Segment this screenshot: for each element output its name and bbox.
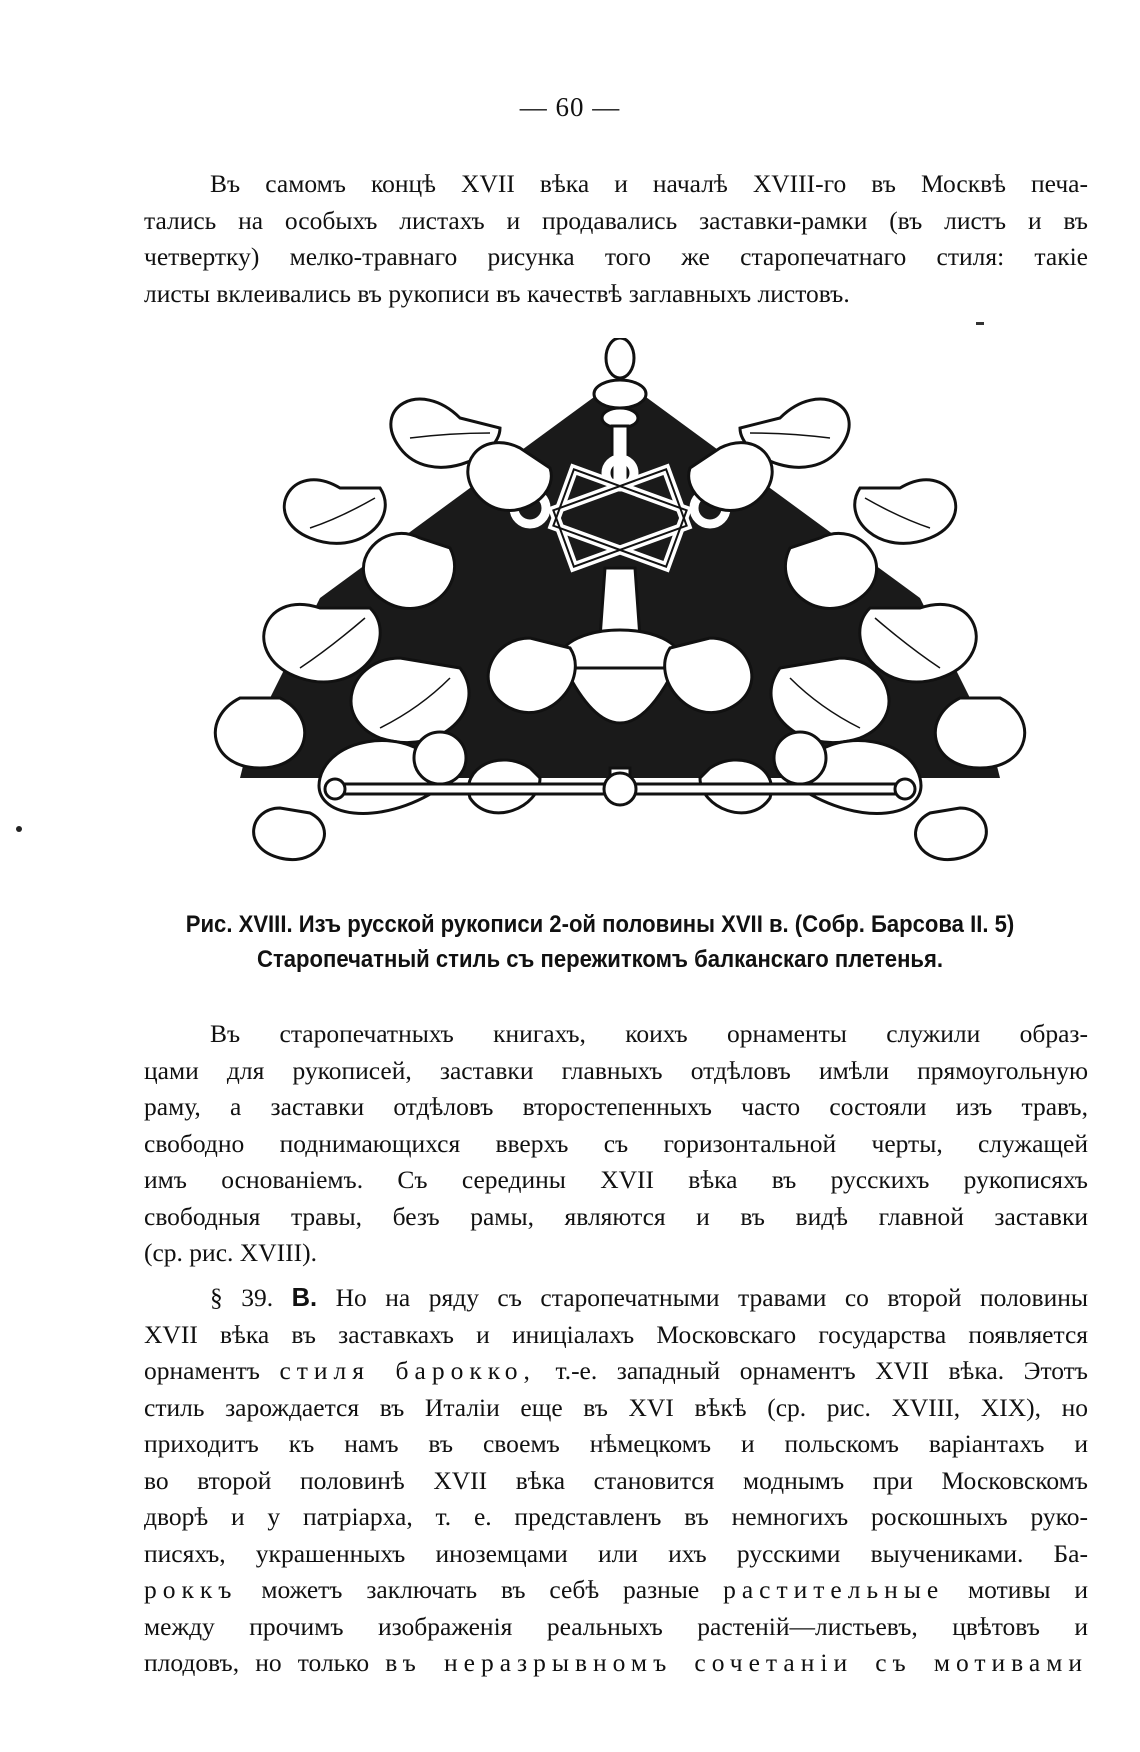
paragraph-3-line <box>144 1572 1088 1609</box>
paragraph-3-line: стиль зарождается въ Италіи еще въ XVI вѣкѣ (ср. рис. XVIII, XIX), но <box>144 1392 1088 1422</box>
figure-caption-line-1: Рис. XVIII. Изъ русской рукописи 2-ой половины XVII в. (Собр. Барсова II. 5) <box>185 911 1015 938</box>
paragraph-2 <box>144 1016 1088 1272</box>
paragraph-2-line: раму, а заставки отдѣловъ второстепенныхъ часто состояли изъ травъ, <box>144 1092 1088 1121</box>
paragraph-2-line: (ср. рис. XVIII). <box>144 1238 317 1267</box>
paragraph-2-line: свободныя травы, безъ рамы, являются и въ видѣ главной заставки <box>144 1201 1088 1231</box>
section-mark: § 39. <box>210 1283 274 1312</box>
paragraph-1-line: тались на особыхъ листахъ и продавались заставки-рамки (въ листъ и въ <box>144 205 1088 235</box>
baroque-ornament-figure <box>200 338 1040 898</box>
paragraph-1-line: четвертку) мелко-травнаго рисунка того же старопечатнаго стиля: такіе <box>144 242 1088 271</box>
print-speck <box>976 322 984 325</box>
line-text: плодовъ, но только <box>144 1648 370 1677</box>
paragraph-3-line: XVII вѣка въ заставкахъ и иниціалахъ Московскаго государства появляется <box>144 1319 1088 1349</box>
paragraph-2-line: цами для рукописей, заставки главныхъ отдѣловъ имѣли прямоугольную <box>144 1055 1088 1085</box>
paragraph-3 <box>144 1280 1088 1682</box>
paragraph-3-line: приходитъ къ намъ въ своемъ нѣмецкомъ и польскомъ варіантахъ и <box>144 1429 1088 1458</box>
line-text: орнаментъ <box>144 1356 260 1385</box>
line-text: Но на ряду съ старопечатными травами со второй половины <box>335 1283 1089 1312</box>
line-text: можетъ заключать въ себѣ разные <box>261 1575 700 1604</box>
emphasized-text: роккъ <box>144 1575 238 1604</box>
emphasized-text: въ неразрывномъ сочетаніи съ мотивами <box>385 1648 1088 1677</box>
paragraph-3-line: между прочимъ изображенія реальныхъ растеній—листьевъ, цвѣтовъ и <box>144 1611 1088 1641</box>
line-text: т.-е. западный орнаментъ XVII вѣка. Этотъ <box>555 1356 1088 1385</box>
paragraph-1-line: листы вклеивались въ рукописи въ качествѣ заглавныхъ листовъ. <box>144 278 850 308</box>
paragraph-2-line: Въ старопечатныхъ книгахъ, коихъ орнаменты служили образ- <box>210 1019 1088 1048</box>
paragraph-2-line: имъ основаніемъ. Съ середины XVII вѣка въ русскихъ рукописяхъ <box>144 1165 1088 1194</box>
paragraph-3-line: писяхъ, украшенныхъ иноземцами или ихъ русскими выучениками. Ба- <box>144 1538 1088 1568</box>
line-text: мотивы и <box>968 1575 1089 1604</box>
figure-caption-line-2: Старопечатный стиль съ пережиткомъ балканскаго плетенья. <box>256 946 944 973</box>
paragraph-1-line: Въ самомъ концѣ XVII вѣка и началѣ XVIII-го въ Москвѣ печа- <box>210 169 1088 198</box>
page-number: — 60 — <box>519 92 621 122</box>
paragraph-3-line <box>144 1353 1088 1390</box>
section-letter: В. <box>291 1284 318 1312</box>
print-speck <box>16 826 22 832</box>
emphasized-text: растительные <box>723 1575 945 1604</box>
emphasized-text: стиля барокко, <box>279 1356 536 1385</box>
paragraph-3-line: во второй половинѣ XVII вѣка становится моднымъ при Московскомъ <box>144 1465 1088 1495</box>
paragraph-1 <box>144 166 1088 312</box>
paragraph-3-line <box>144 1645 1088 1682</box>
paragraph-2-line: свободно поднимающихся вверхъ съ горизонтальной черты, служащей <box>144 1128 1088 1158</box>
paragraph-3-line: дворѣ и у патріарха, т. е. представленъ въ немногихъ роскошныхъ руко- <box>144 1502 1088 1531</box>
paragraph-3-line <box>144 1280 1088 1317</box>
